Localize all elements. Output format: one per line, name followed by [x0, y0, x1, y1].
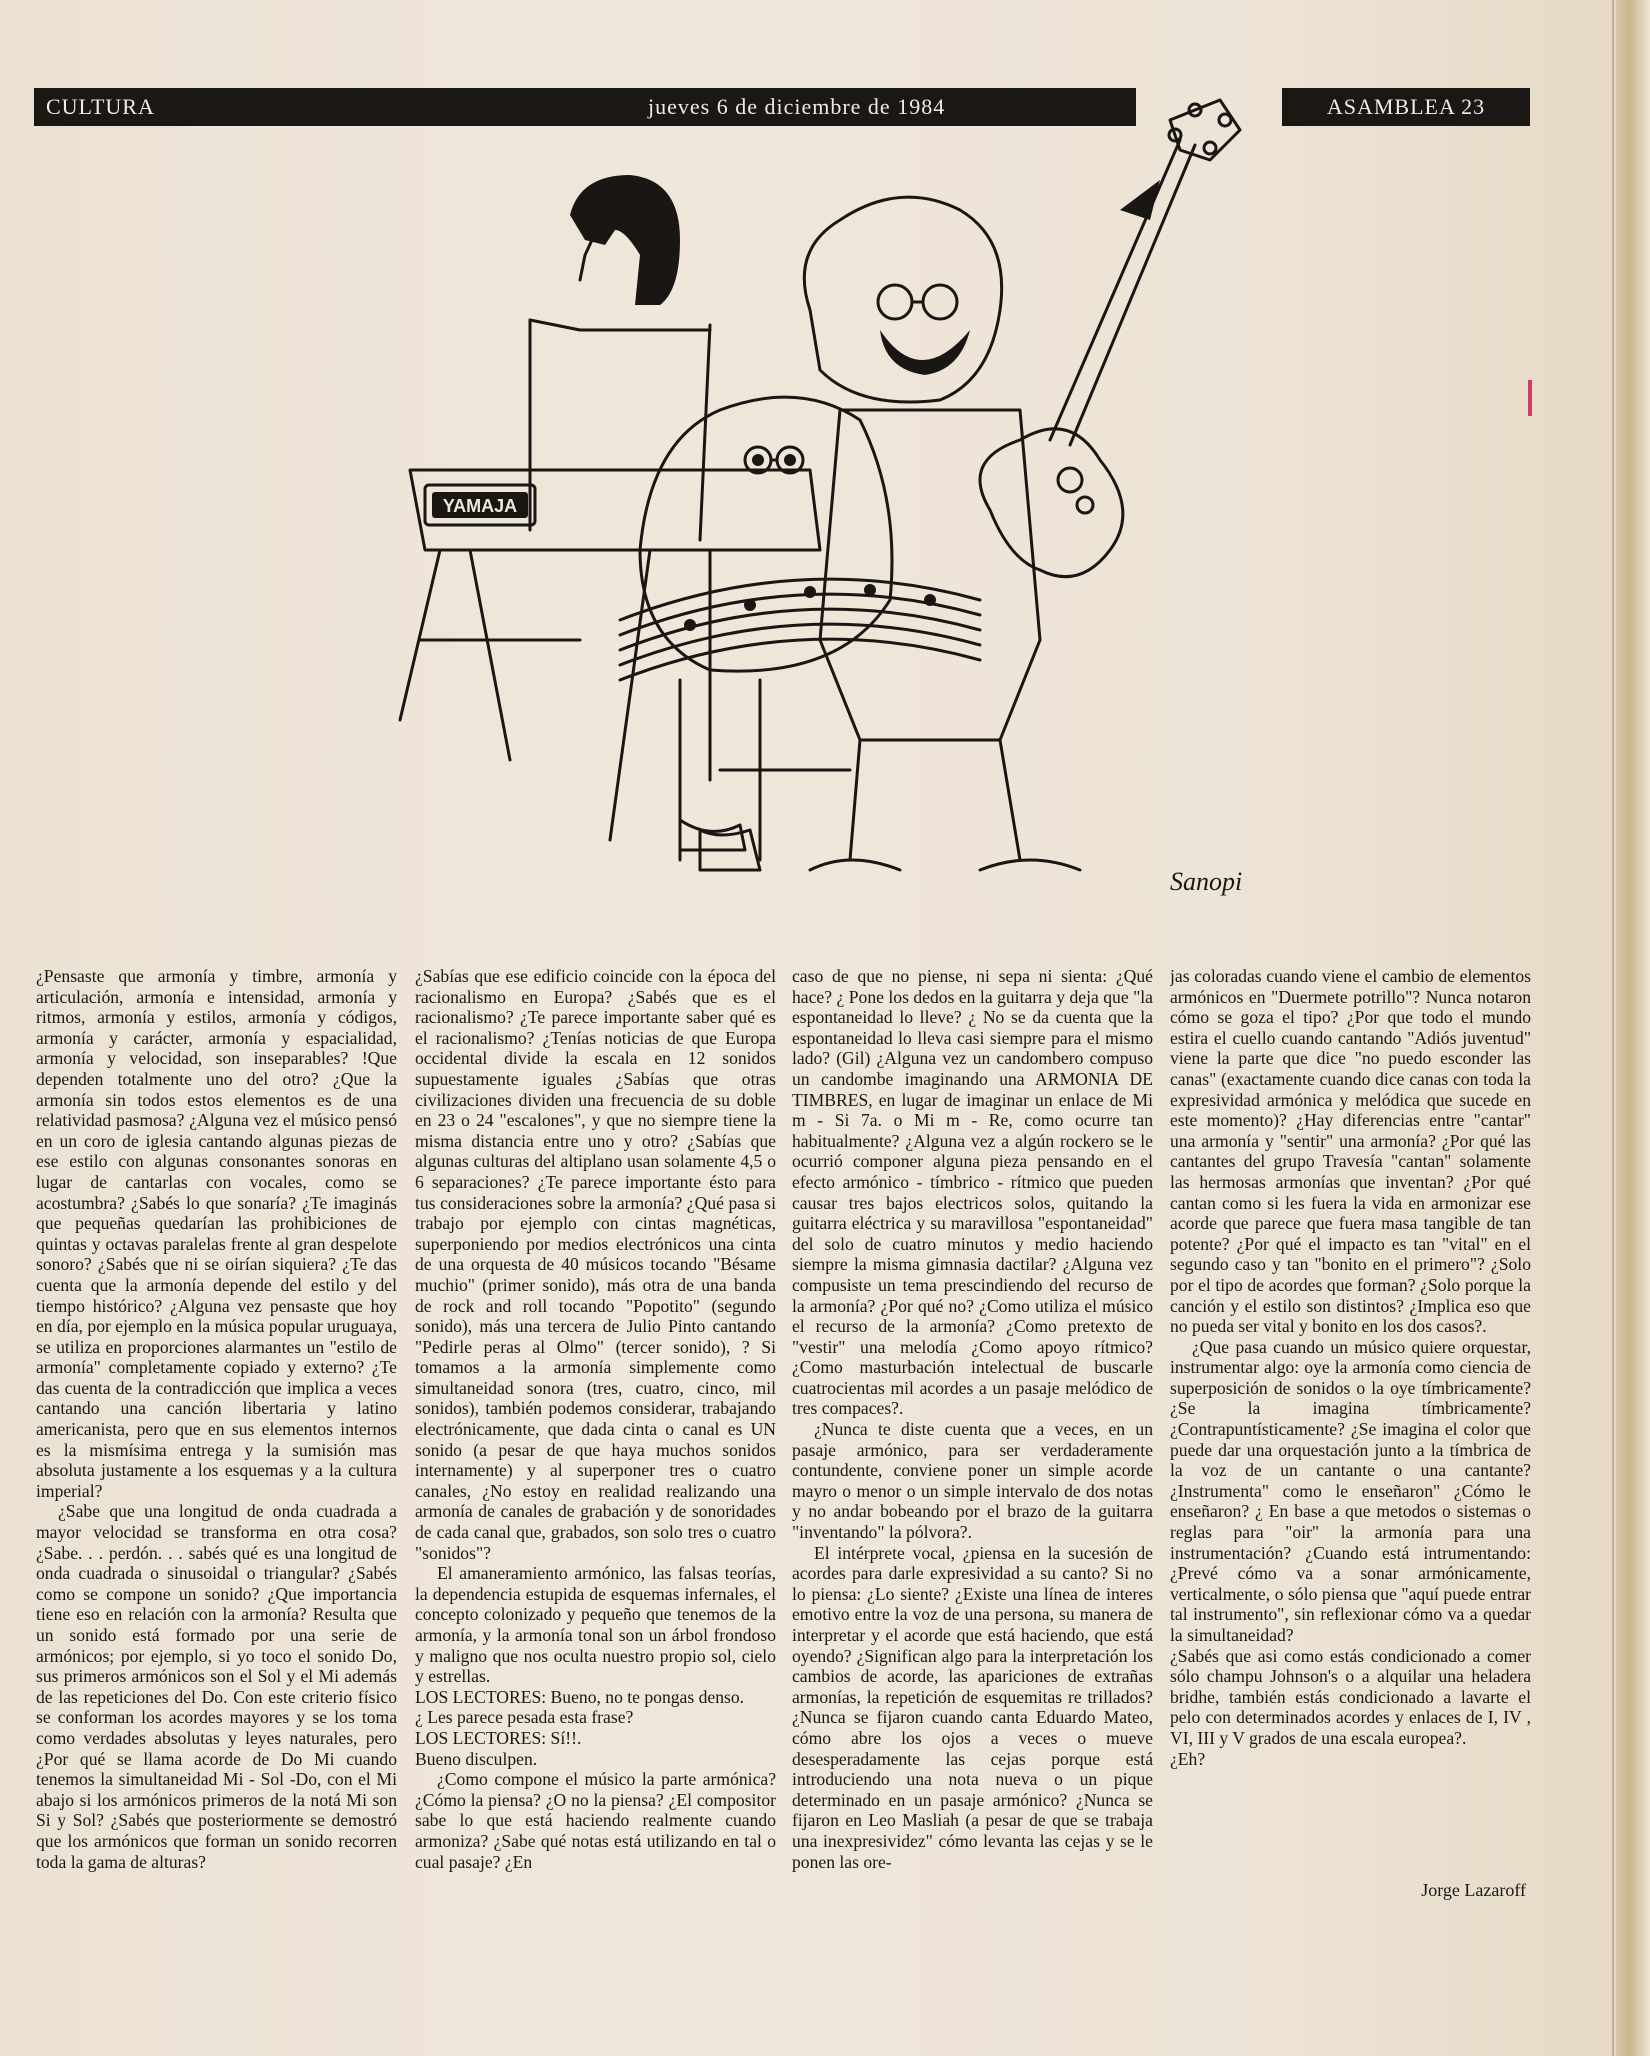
- paragraph: LOS LECTORES: Sí!!.: [415, 1727, 582, 1748]
- paragraph: caso de que no piense, ni sepa ni sienta: ¿Qué hace? ¿ Pone los dedos en la guitarra y deja que "la espontaneidad lo lleve? ¿ No se da cuenta que la espontaneidad lo lleva casi siempre para el mismo lado? (Gil) ¿Alguna vez un candombero compuso un candombe imaginando una ARMONIA DE TIMBRES, en lugar de imaginar un enlace de Mi m - Si 7a. o Mi m - Re, como ocurre tan habitualmente? ¿Alguna vez a algún rockero se le ocurrió componer alguna pieza pensando en el efecto armónico - tímbrico - rítmico que pueden causar tres bajos electricos solos, quitando la guitarra eléctrica y su maravillosa "espontaneidad" del solo de cuatro minutos y medio haciendo siempre la misma gimnasia dactilar? ¿Alguna vez compusiste un tema prescindiendo del recurso de la armonía? ¿Por qué no? ¿Como utiliza el músico el recurso de la armonía? ¿Como pretexto de "vestir" una melodía ¿Como apoyo rítmico? ¿Como masturbación intelectual de buscarle cuatrocientas mil acordes a un pasaje melódico de tres compaces?.: [792, 966, 1153, 1419]
- musicians-illustration: [380, 80, 1280, 960]
- article-column-1: [36, 966, 397, 2026]
- artist-signature: Sanopi: [1170, 867, 1243, 896]
- paragraph: ¿Sabés que asi como estás condicionado a comer sólo champu Johnson's o a alquilar una heladera bridhe, también estás condicionado a lavarte el pelo con determinados acordes y enlaces de I, IV , VI, III y V grados de una escala europea?.: [1170, 1645, 1531, 1748]
- author-name: Jorge Lazaroff: [1421, 1880, 1526, 1900]
- page-edge-line: [1612, 0, 1614, 2056]
- article-column-2: [415, 966, 776, 2026]
- paragraph: ¿Pensaste que armonía y timbre, armonía y articulación, armonía e intensidad, armonía y ritmos, armonía y estilos, armonía y códigos, armonía y carácter, armonía y espacialidad, armonía y velocidad, son inseparables? !Que dependen totalmente uno del otro? ¿Que la armonía sin todos estos elementos es de una relatividad pasmosa? ¿Alguna vez el músico pensó en un coro de iglesia cantando algunas piezas de ese estilo con algunas consonantes sonoras en lugar de cantarlas con vocales, como se acostumbra? ¿Sabés lo que sonaría? ¿Te imaginás que pequeñas quedarían las prohibiciones de quintas y octavas paralelas frente al gran despelote sonoro? ¿Sabés que ni se oirían siquiera? ¿Te das cuenta que la armonía depende del estilo y del tiempo histórico? ¿Alguna vez pensaste que hoy en día, por ejemplo en la música popular uruguaya, se utiliza en proporciones alarmantes un "estilo de armonía" completamente copiado y externo? ¿Te das cuenta de la contradicción que implica a veces cantando una canción libertaria y latino americanista, pero que en sus elementos internos es la mismísima entrega y la sumisión mas absoluta justamente a los esquemas y a la cultura imperial?: [36, 966, 397, 1501]
- paragraph: ¿Que pasa cuando un músico quiere orquestar, instrumentar algo: oye la armonía como ciencia de superposición de sonidos o la oye tímbricamente? ¿Se la imagina tímbricamente? ¿Contrapuntísticamente? ¿Se imagina el color que puede dar una orquestación junto a la tímbrica de la voz de un cantante o una cantante? ¿Instrumenta" como le enseñaron" ¿Cómo le enseñaron? ¿ En base a que metodos o sistemas o reglas para "oir" la armonía para una instrumentación? ¿Cuando está intrumentando: ¿Prevé cómo va a sonar armónicamente, verticalmente, o sólo piensa que "aquí puede entrar tal instrumento", sin reflexionar cómo va a quedar la simultaneidad?: [1170, 1336, 1531, 1645]
- paragraph: Bueno disculpen.: [415, 1748, 538, 1769]
- paragraph: ¿Sabe que una longitud de onda cuadrada a mayor velocidad se transforma en otra cosa? ¿Sabe. . . perdón. . . sabés qué es una longitud de onda cuadrada o sinusoidal o triangular? ¿Sabés como se compone un sonido? ¿Que importancia tiene eso en relación con la armonía? Resulta que un sonido está formado por una serie de armónicos; por ejemplo, si yo toco el sonido Do, sus primeros armónicos son el Sol y el Mi además de las repeticiones del Do. Con este criterio físico se conforman los acordes mayores y se los toma como verdades absolutas y leyes naturales, pero ¿Por qué se llama acorde de Do Mi cuando tenemos la simultaneidad Mi - Sol -Do, con el Mi abajo si los armónicos primeros de la notá Mi son Si y Sol? ¿Sabés que posteriormente se demostró que los armónicos que forman un sonido recorren toda la gama de alturas?: [36, 1501, 397, 1872]
- paragraph: ¿Eh?: [1170, 1748, 1206, 1769]
- paragraph: ¿ Les parece pesada esta frase?: [415, 1707, 634, 1728]
- paragraph: ¿Nunca te diste cuenta que a veces, en un pasaje armónico, para ser verdaderamente contundente, conviene poner un simple acorde mayro o menor o un simple intervalo de dos notas y no andar bobeando por el brazo de la guitarra "inventando" la pólvora?.: [792, 1419, 1153, 1543]
- paragraph: ¿Como compone el músico la parte armónica? ¿Cómo la piensa? ¿O no la piensa? ¿El compositor sabe lo que está haciendo realmente cuando armoniza? ¿Sabe qué notas está utilizando en tal o cual pasaje? ¿En: [415, 1769, 776, 1872]
- paragraph: LOS LECTORES: Bueno, no te pongas denso.: [415, 1686, 745, 1707]
- paragraph: El intérprete vocal, ¿piensa en la sucesión de acordes para darle expresividad a su canto? Si no lo piensa: ¿Lo siente? ¿Existe una línea de interes emotivo entre la voz de una persona, su manera de interpretar y el acorde que está haciendo, que está oyendo? ¿Significan algo para la interpretación los cambios de acorde, las apariciones de extrañas armonías, la repetición de esquemitas re trillados? ¿Nunca se fijaron cuando canta Eduardo Mateo, cómo abre los ojos a veces o mueve desesperadamente las cejas porque está introduciendo una nota nueva o un pique determinado en un pasaje armónico? ¿Nunca se fijaron en Leo Masliah (a pesar de que se trabaja una inexpresividez" cómo levanta las cejas y se le ponen las ore-: [792, 1542, 1153, 1872]
- paragraph: El amaneramiento armónico, las falsas teorías, la dependencia estupida de esquemas infernales, el concepto colonizado y pequeño que tenemos de la armonía, y la armonía tonal son un árbol frondoso y maligno que nos oculta nuestro propio sol, cielo y estrellas.: [415, 1563, 776, 1687]
- pink-mark: [1528, 380, 1532, 416]
- paragraph: jas coloradas cuando viene el cambio de elementos armónicos en "Duermete potrillo"? Nunca notaron cómo se goza el tipo? ¿Por que todo el mundo estira el cuello cuando cantando "Adiós juventud" viene la parte que dice "no puedo esconder las canas" (exactamente cuando dice canas con toda la expresividad armónica y melódica que sucede en este momento)? ¿Hay diferencias entre "cantar" una armonía y "sentir" una armonía? ¿Por qué las cantantes del grupo Travesía "cantan" solamente las hermosas armonías que inventan? ¿Por qué cantan como si les fuera la vida en armonizar ese acorde que parece que fuera masa tangible de tan potente? ¿Por qué el impacto es tan "vital" en el segundo caso y tan "bonito en el primero"? ¿Solo por el tipo de acordes que forman? ¿Solo porque la canción y el estilo son distintos? ¿Implica eso que no pueda ser vital y bonito en los dos casos?.: [1170, 966, 1531, 1337]
- publication-name: ASAMBLEA 23: [1326, 94, 1486, 119]
- page-edge: [1616, 0, 1650, 2056]
- paragraph: ¿Sabías que ese edificio coincide con la época del racionalismo en Europa? ¿Sabés que es el racionalismo? ¿Te parece importante saber qué es el racionalismo? ¿Tenías noticias de que Europa occidental divide la escala en 12 sonidos supuestamente iguales ¿Sabías que otras civilizaciones dividen una frecuencia de su doble en 23 o 24 "escalones", y que no siempre tiene la misma distancia entre uno y otro? ¿Sabías que algunas culturas del altiplano usan solamente 4,5 o 6 separaciones? ¿Te parece importante ésto para tus consideraciones sobre la armonía? ¿Qué pasa si trabajo por ejemplo con cintas magnéticas, superponiendo por medios electrónicos una cinta de una orquesta de 40 músicos tocando "Bésame muchio" (primer sonido), más otra de una banda de rock and roll tocando "Popotito" (segundo sonido), más una tercera de Julio Pinto cantando "Pedirle peras al Olmo" (tercer sonido), ? Si tomamos a la armonía simplemente como simultaneidad sonora (tres, cuatro, cinco, mil sonidos), también podemos considerar, trabajando electrónicamente, que dada cinta o canal es UN sonido (a pesar de que haya muchos sonidos internamente) y al superponer tres o cuatro canales, ¿No estoy en realidad realizando una armonía de canales de grabación y de sonoridades de cada canal que, grabados, son solo tres o cuatro "sonidos"?: [415, 966, 776, 1563]
- keyboard-brand-label: YAMAJA: [442, 496, 518, 516]
- section-name: CULTURA: [46, 94, 155, 119]
- article-column-4: [1170, 966, 1531, 2026]
- publication-bar: [1282, 88, 1530, 126]
- issue-date: jueves 6 de diciembre de 1984: [648, 94, 946, 119]
- article-column-3: [792, 966, 1153, 2026]
